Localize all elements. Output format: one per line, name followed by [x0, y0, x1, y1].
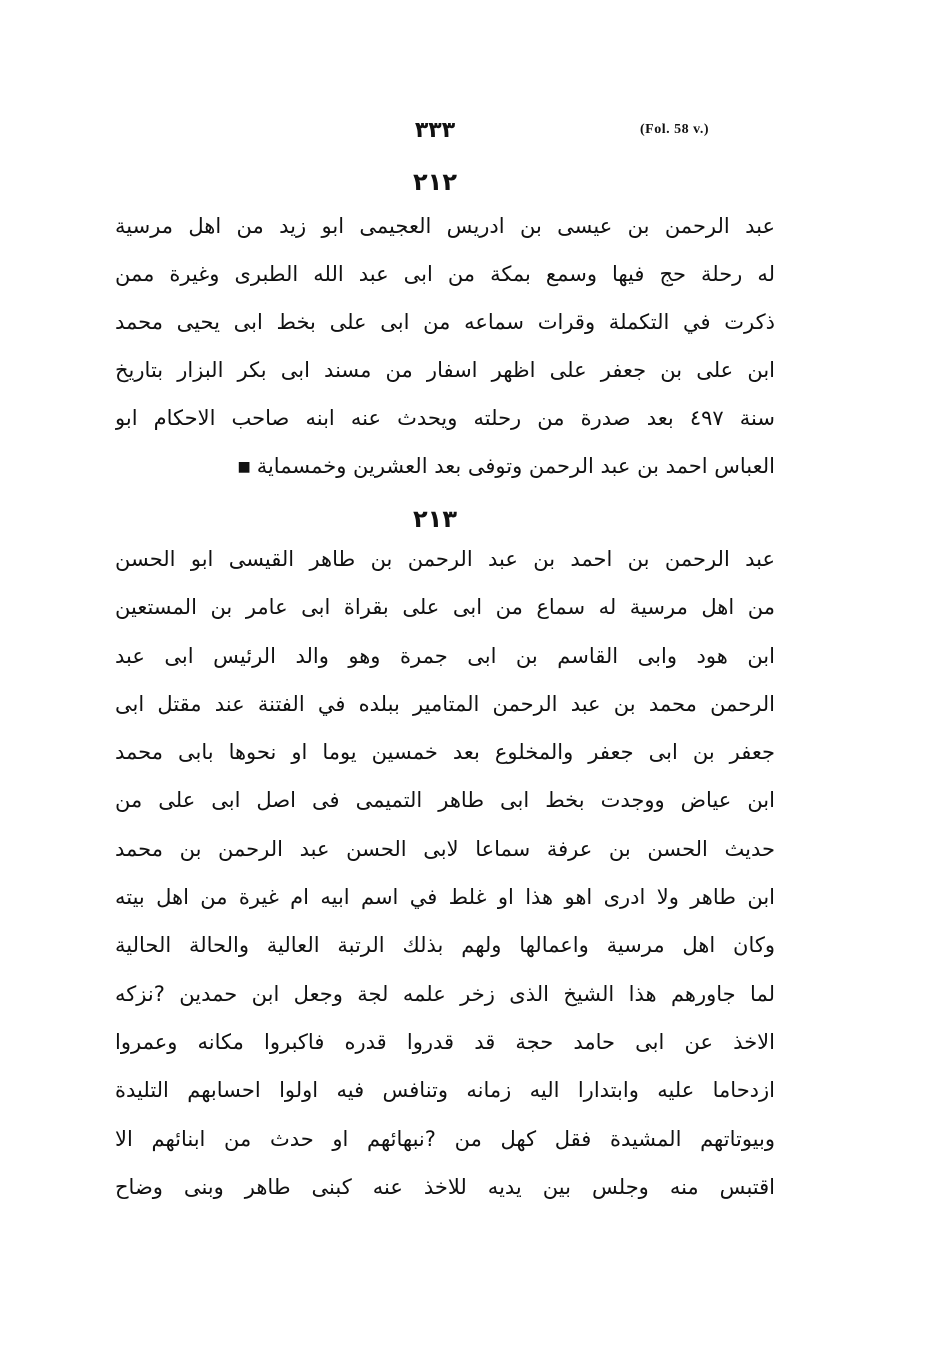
page-number: ٣٣٣ [414, 118, 456, 143]
text-line: الاخذ عن ابى حامد حجة قد قدروا قدره فاكبروا مكانه وعمروا [115, 1029, 775, 1054]
text-line: حديث الحسن بن عرفة سماعا لابى الحسن عبد الرحمن بن محمد [115, 836, 775, 861]
entry-number-213: ٢١٣ [413, 505, 457, 533]
text-line: سنة ٤٩٧ بعد صدرة من رحلته ويحدث عنه ابنه صاحب الاحكام ابو [115, 406, 775, 430]
text-line-last [115, 454, 775, 479]
text-line: عبد الرحمن بن احمد بن عبد الرحمن بن طاهر القيسى ابو الحسن [115, 547, 775, 571]
text-line: الرحمن محمد بن عبد الرحمن المتامير ببلده في الفتنة عند مقتل ابى [115, 691, 775, 716]
text-line: له رحلة حج فيها وسمع بمكة من ابى عبد الله الطبرى وغيرة ممن [115, 262, 775, 286]
entry-212-text [115, 214, 775, 502]
text-line: ابن طاهر ولا ادرى اهو هذا او غلط في اسم ابيه ام غيرة من اهل بيته [115, 885, 775, 910]
text-line: ذكرت في التكملة وقرات سماعه من ابى على بخط ابى يحيى محمد [115, 310, 775, 334]
text-line: وكان اهل مرسية واعمالها ولهم بذلك الرتبة العالية والحالة الحالية [115, 933, 775, 958]
folio-reference: (Fol. 58 v.) [640, 122, 709, 137]
end-mark: ■ [237, 458, 251, 475]
text-line: اقتبس منه وجلس بين يديه للاخذ عنه كبنى طاهر وبنى وضاح [115, 1174, 775, 1199]
text-line: لما جاورهم هذا الشيخ الذى زخر علمه لجة وجعل ابن حمدين ?نزكه [115, 981, 775, 1006]
text-line-content: العباس احمد بن عبد الرحمن وتوفى بعد العشرين وخمسماية [256, 454, 775, 478]
text-line: من اهل مرسية له سماع من ابى على بقراة ابى عامر بن المستعين [115, 595, 775, 620]
entry-213-text [115, 547, 775, 1223]
entry-number-212: ٢١٢ [413, 168, 457, 196]
text-line: عبد الرحمن بن عيسى بن ادريس العجيمى ابو زيد من اهل مرسية [115, 214, 775, 238]
text-line: ابن هود وابى القاسم بن ابى جمرة وهو والد الرئيس ابى عبد [115, 643, 775, 668]
text-line: ازدحاما عليه وابتدارا اليه زمانه وتنافس فيه اولوا احسابهم التليدة [115, 1078, 775, 1103]
text-line: جعفر بن ابى جعفر والمخلوع بعد خمسين يوما او نحوها بابى محمد [115, 740, 775, 765]
text-line: ابن على بن جعفر على اظهر اسفار من مسند ابى بكر البزار بتاريخ [115, 358, 775, 382]
text-line: وبيوتاتهم المشيدة فقل كهل من ?نبهائهم او حدث من ابنائهم الا [115, 1126, 775, 1151]
text-line: ابن عياض ووجدت بخط ابى طاهر التميمى فى اصل ابى على من [115, 788, 775, 813]
page-header [0, 118, 950, 148]
